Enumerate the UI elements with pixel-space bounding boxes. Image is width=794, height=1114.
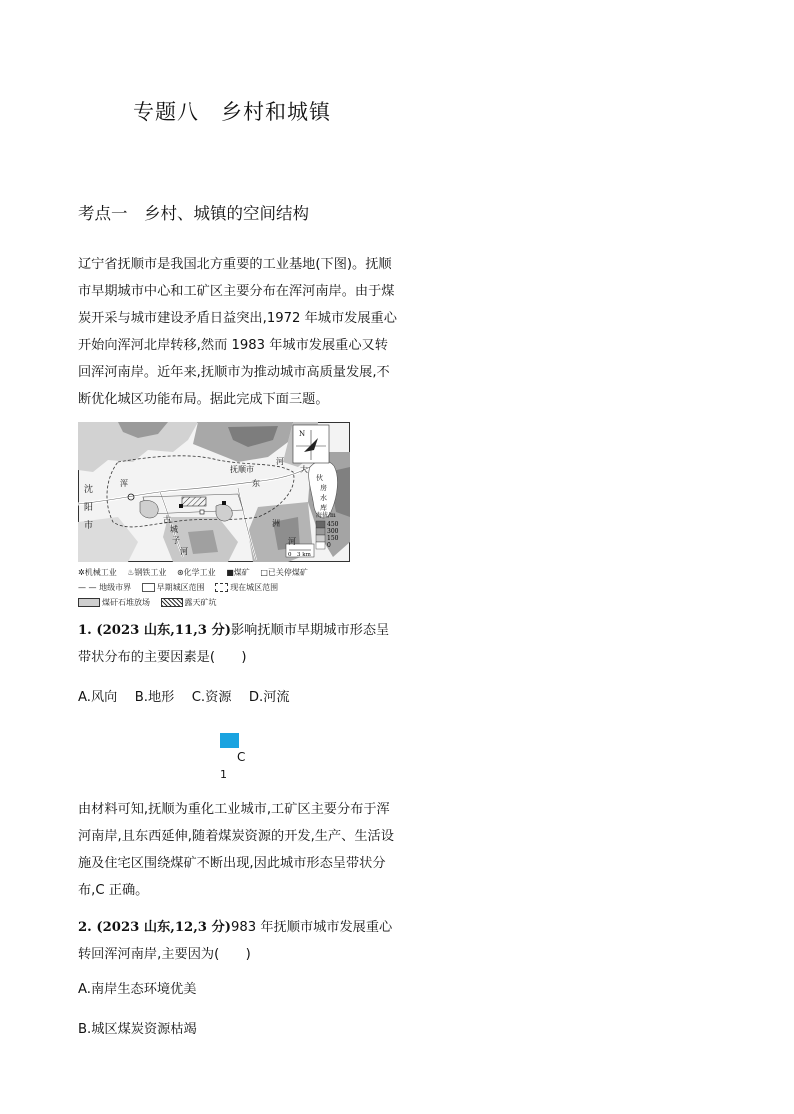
fushun-map <box>78 422 350 562</box>
map-label-hun: 浑 <box>120 479 128 488</box>
answer-marker <box>220 733 239 748</box>
legend-chemical: 化学工业 <box>183 568 216 577</box>
legend-boundary: 地级市界 <box>99 583 132 592</box>
map-label-shen: 沈 <box>84 485 94 495</box>
answer-letter: C <box>237 750 246 764</box>
legend-mine: 煤矿 <box>233 568 250 577</box>
question-1-number: 1. (2023 山东,11,3 分) <box>78 623 231 638</box>
question-1-text: 影响抚顺市早期城市形态呈带状分布的主要因素是( ) <box>78 623 390 665</box>
map-label-fushun: 抚顺市 <box>230 465 254 474</box>
map-label-he2: 河 <box>288 537 296 546</box>
scale-label: 0 3 km <box>288 552 311 558</box>
early-area-icon <box>142 583 155 592</box>
question-2-option-b: B.城区煤炭资源枯竭 <box>78 1022 197 1037</box>
map-label-shui: 水 <box>320 494 327 502</box>
question-2 <box>78 914 398 968</box>
map-label-zi: 子 <box>172 536 180 545</box>
intro-paragraph: 辽宁省抚顺市是我国北方重要的工业基地(下图)。抚顺市早期城市中心和工矿区主要分布在浑河南岸。由于煤炭开采与城市建设矛盾日益突出,1972 年城市发展重心开始向浑河北岸转移,然而 1983 年城市发展重心又转回浑河南岸。近年来,抚顺市为推动城市高质量发展,不断优化城区功能布局。据此完成下面三题。 <box>78 257 397 407</box>
altitude-title: 海拔/m <box>316 512 336 519</box>
legend-steel: 钢铁工业 <box>134 568 167 577</box>
map-label-he: 河 <box>276 457 284 466</box>
legend-open-pit: 露天矿坑 <box>184 598 217 607</box>
alt-label-300: 300 <box>327 528 339 535</box>
map-label-da: 大 <box>300 465 308 474</box>
open-pit-icon <box>161 598 183 607</box>
page-title: 专题八 乡村和城镇 <box>133 100 331 124</box>
alt-label-150: 150 <box>327 535 339 542</box>
answer-index: 1 <box>220 768 227 781</box>
legend-closed-mine: 已关停煤矿 <box>267 568 308 577</box>
map-label-gu: 古 <box>163 515 171 524</box>
legend-row-3 <box>78 595 308 610</box>
north-label: N <box>299 430 306 438</box>
map-label-yang: 阳 <box>84 503 94 513</box>
section-heading: 考点一 乡村、城镇的空间结构 <box>78 204 309 223</box>
legend-machinery: 机械工业 <box>84 568 117 577</box>
mine-icon: ■ <box>226 568 234 577</box>
map-label-cheng: 城 <box>170 525 178 534</box>
map-label-zhou: 洲 <box>272 519 280 528</box>
map-label-dong: 东 <box>252 479 260 488</box>
map-label-gu-he: 河 <box>180 547 188 556</box>
waste-pile-icon <box>78 598 100 607</box>
alt-label-0: 0 <box>327 542 331 549</box>
legend-row-2 <box>78 580 308 595</box>
question-1-options: A.风向 B.地形 C.资源 D.河流 <box>78 690 290 705</box>
question-2-text: 983 年抚顺市城市发展重心转回浑河南岸,主要因为( ) <box>78 920 393 962</box>
chemical-icon: ⊛ <box>176 568 184 577</box>
map-legend <box>78 565 308 610</box>
legend-row-1 <box>78 565 308 580</box>
question-1 <box>78 617 398 671</box>
map-label-fang: 房 <box>320 484 327 492</box>
gear-icon: ✲ <box>78 568 85 577</box>
legend-waste-pile: 煤矸石堆放场 <box>102 598 150 607</box>
explanation-paragraph: 由材料可知,抚顺为重化工业城市,工矿区主要分布于浑河南岸,且东西延伸,随着煤炭资源的开发,生产、生活设施及住宅区围绕煤矿不断出现,因此城市形态呈带状分布,C 正确。 <box>78 802 394 898</box>
question-2-option-a: A.南岸生态环境优美 <box>78 982 197 997</box>
map-label-huo: 伙 <box>316 474 323 482</box>
map-label-shi: 市 <box>84 521 94 531</box>
map-label-ku: 库 <box>320 504 327 512</box>
legend-current-area: 现在城区范围 <box>230 583 279 592</box>
steel-icon: ♨ <box>127 568 135 577</box>
closed-mine-icon: □ <box>260 568 268 577</box>
legend-early-area: 早期城区范围 <box>156 583 205 592</box>
question-2-number: 2. (2023 山东,12,3 分) <box>78 920 231 935</box>
current-area-icon <box>215 583 228 592</box>
boundary-line-icon: — — <box>78 583 97 592</box>
alt-label-450: 450 <box>327 521 339 528</box>
